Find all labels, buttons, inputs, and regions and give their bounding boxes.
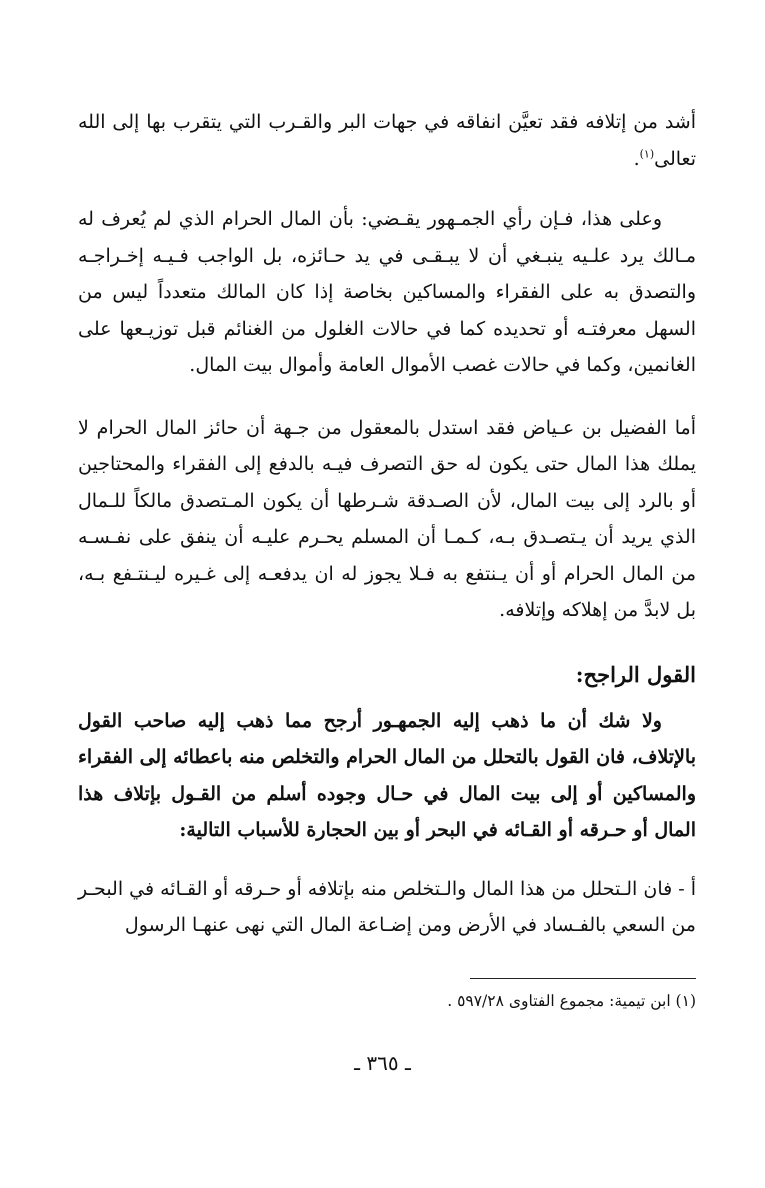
paragraph-1 xyxy=(78,104,696,177)
paragraph-4: ولا شك أن ما ذهب إليه الجمهـور أرجح مما ذهب إليه صاحب القول بالإتلاف، فان القول بالتحلل من المال الحرام والتخلص منه باعطائه إلى الفقراء والمساكين أو إلى بيت المال في حـال وجوده أسلم من القـول بإتلاف هذا المال أو حـرقه أو القـائه في البحر أو بين الحجارة للأسباب التالية: xyxy=(77,709,696,841)
footnote: (١) ابن تيمية: مجموع الفتاوى ٥٩٧/٢٨ . xyxy=(447,992,696,1010)
paragraph-3: أما الفضيل بن عـياض فقد استدل بالمعقول من جـهة أن حائز المال الحرام لا يملك هذا المال حتى يكون له حق التصرف فيـه بالدفع إلى الفقراء والمحتاجين أو بالرد إلى بيت المال، لأن الصـدقة شـرطها أن يكون المـتصدق مالكاً للـمال الذي يريد أن يـتصـدق بـه، كـمـا أن المسلم يحـرم عليـه أن ينفق على نفـسـه من المال الحرام أو أن يـنتفع به فـلا يجوز له ان يدفعـه إلى غـيره ليـنتـفع بـه، بل لابدَّ من إهلاكه وإتلافه. xyxy=(78,416,696,621)
paragraph-1-end: . xyxy=(633,147,640,170)
section-heading: القول الراجح: xyxy=(575,661,696,687)
paragraph-5: أ - فان الـتحلل من هذا المال والـتخلص منه بإتلافه أو حـرقه أو القـائه في البحـر من السعي بالفـساد في الأرض ومن إضـاعة المال التي نهى عنهـا الرسول xyxy=(78,877,696,936)
footnote-divider xyxy=(470,978,696,979)
paragraph-1-text: أشد من إتلافه فقد تعيَّن انفاقه في جهات البر والقـرب التي يتقرب بها إلى الله تعالى xyxy=(78,111,696,170)
page-body xyxy=(78,104,696,944)
page-number: ـ ٣٦٥ ـ xyxy=(354,1051,411,1075)
paragraph-2: وعلى هذا، فـإن رأي الجمـهور يقـضي: بأن المال الحرام الذي لم يُعرف له مـالك يرد علـيه ينبـغي أن لا يبـقـى في يد حـائزه، بل الواجب فـيـه إخـراجـه والتصدق به على الفقراء والمساكين بخاصة إذا كان المالك متعدداً ليس من السهل معرفتـه أو تحديده كما في حالات الغلول من الغنائم قبل توزيـعها على الغانمين، وكما في حالات غصب الأموال العامة وأموال بيت المال. xyxy=(78,208,696,376)
footnote-marker[interactable]: (١) xyxy=(639,147,655,161)
